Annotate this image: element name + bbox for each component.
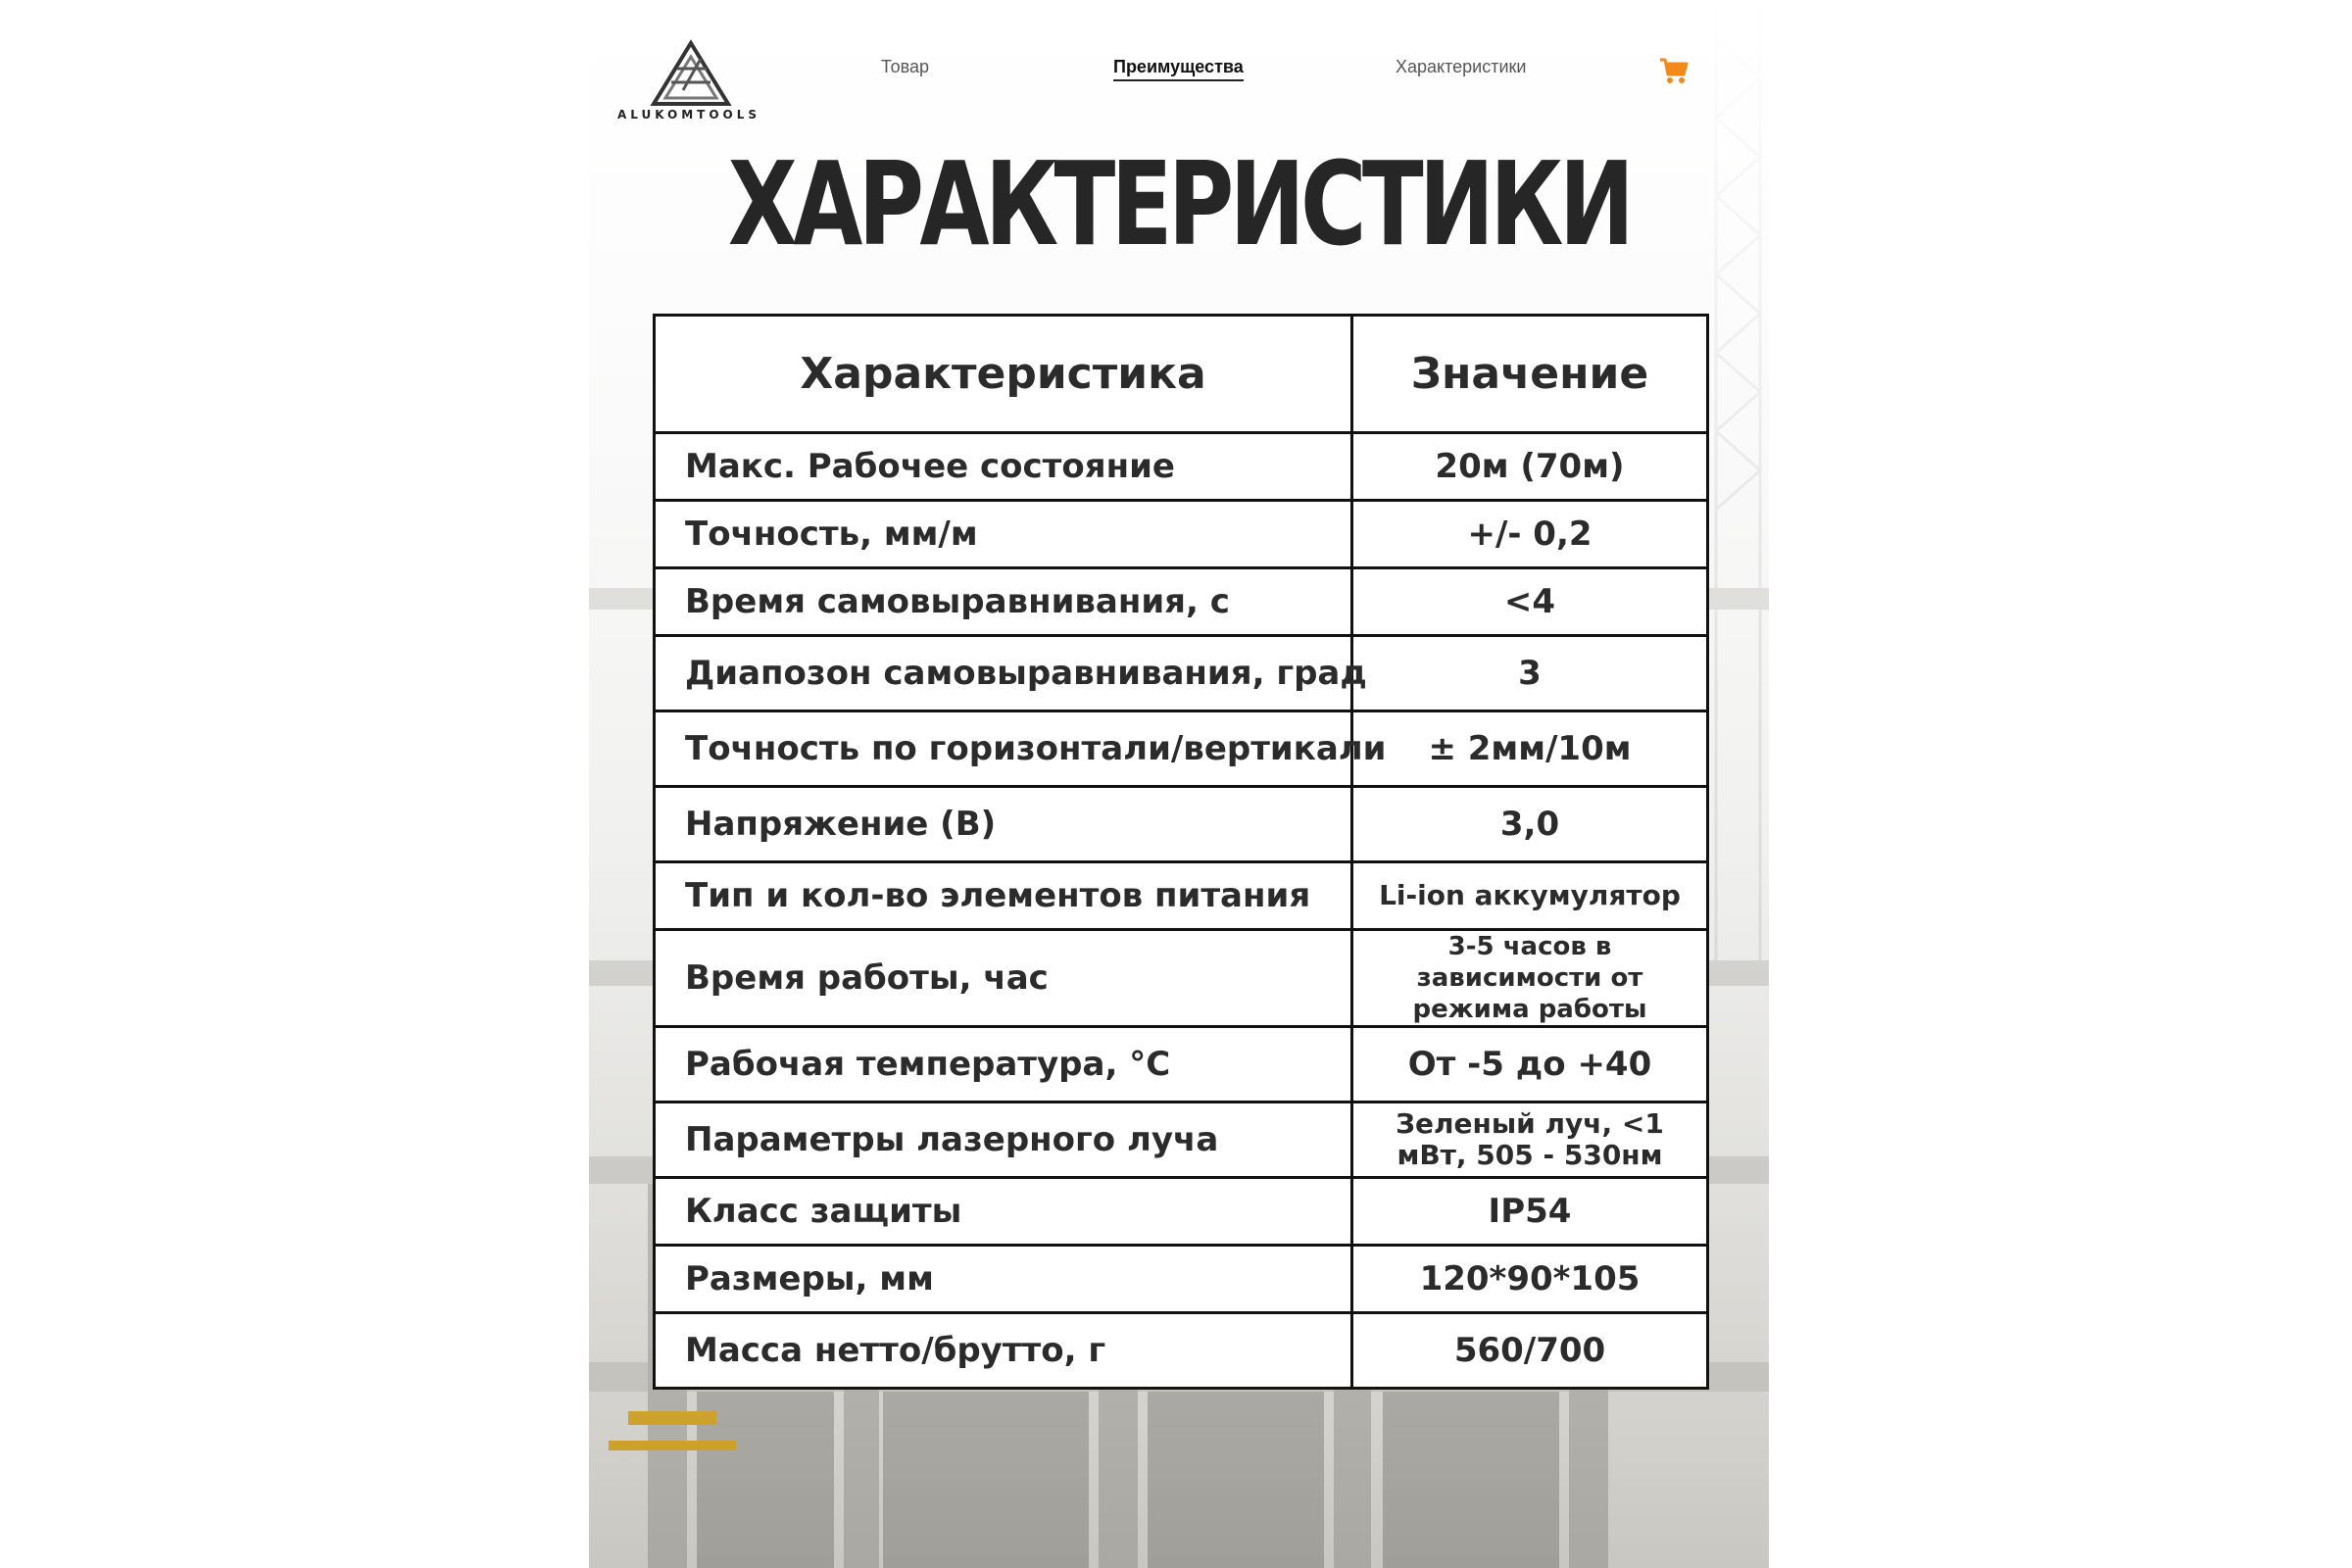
spec-value: ± 2мм/10м [1352,711,1708,787]
table-row [655,568,1708,636]
product-specs-page [589,0,1769,1568]
table-row [655,1246,1708,1313]
cart-icon[interactable] [1659,57,1689,84]
spec-name: Размеры, мм [655,1246,1352,1313]
table-row [655,862,1708,930]
specifications-table [653,314,1709,1390]
table-row [655,1102,1708,1178]
spec-name: Время работы, час [655,930,1352,1027]
page-title: ХАРАКТЕРИСТИКИ [727,136,1631,271]
spec-name: Рабочая температура, °C [655,1027,1352,1102]
spec-value: 120*90*105 [1352,1246,1708,1313]
table-row [655,787,1708,862]
spec-name: Диапозон самовыравнивания, град [655,636,1352,711]
table-row [655,1027,1708,1102]
table-row [655,1178,1708,1246]
spec-value: 20м (70м) [1352,433,1708,501]
spec-name: Макс. Рабочее состояние [655,433,1352,501]
table-row [655,711,1708,787]
spec-value: От -5 до +40 [1352,1027,1708,1102]
spec-value: 3-5 часов в зависимости от режима работы [1352,930,1708,1027]
spec-value: +/- 0,2 [1352,501,1708,568]
top-navigation [589,0,1769,137]
spec-name: Класс защиты [655,1178,1352,1246]
table-header-row [655,316,1708,433]
spec-value: Зеленый луч, <1 мВт, 505 - 530нм [1352,1102,1708,1178]
nav-link-specifications[interactable]: Характеристики [1396,57,1527,76]
spec-name: Точность по горизонтали/вертикали [655,711,1352,787]
spec-name: Масса нетто/брутто, г [655,1313,1352,1389]
spec-value: IP54 [1352,1178,1708,1246]
spec-name: Точность, мм/м [655,501,1352,568]
brand-logo-text: ALUKOMTOOLS [616,108,761,122]
spec-value: 560/700 [1352,1313,1708,1389]
spec-value: 3 [1352,636,1708,711]
header-characteristic: Характеристика [655,316,1352,433]
spec-value: Li-ion аккумулятор [1352,862,1708,930]
nav-link-product[interactable]: Товар [881,57,929,76]
spec-name: Время самовыравнивания, с [655,568,1352,636]
table-row [655,433,1708,501]
spec-value: <4 [1352,568,1708,636]
table-row [655,1313,1708,1389]
spec-name: Напряжение (В) [655,787,1352,862]
spec-name: Тип и кол-во элементов питания [655,862,1352,930]
table-row [655,501,1708,568]
spec-name: Параметры лазерного луча [655,1102,1352,1178]
nav-link-advantages[interactable]: Преимущества [1113,57,1244,81]
spec-value: 3,0 [1352,787,1708,862]
table-row [655,636,1708,711]
table-row [655,930,1708,1027]
header-value: Значение [1352,316,1708,433]
